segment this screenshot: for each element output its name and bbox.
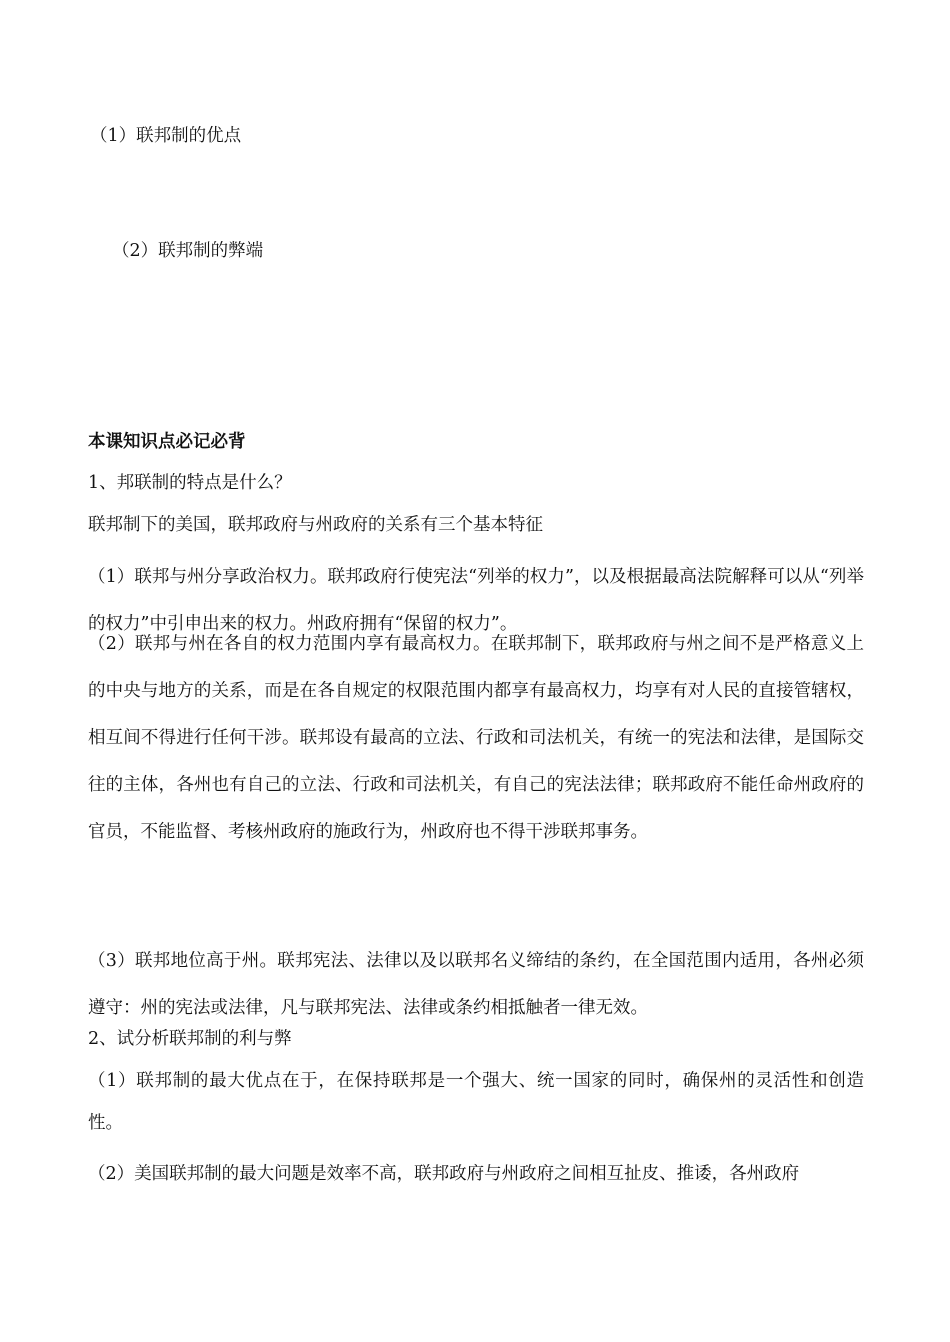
section-heading: 本课知识点必记必背	[88, 432, 246, 452]
item2-paragraph-2: （2）美国联邦制的最大问题是效率不高，联邦政府与州政府之间相互扯皮、推诿，各州政府	[88, 1164, 800, 1184]
item2-title: 2、试分析联邦制的利与弊	[88, 1029, 292, 1049]
question-advantages: （1）联邦制的优点	[90, 126, 242, 146]
item2-paragraph-1: （1）联邦制的最大优点在于，在保持联邦是一个强大、统一国家的同时，确保州的灵活性和创造性。	[88, 1071, 864, 1133]
item1-intro: 联邦制下的美国，联邦政府与州政府的关系有三个基本特征	[88, 515, 543, 535]
question-disadvantages: （2）联邦制的弊端	[112, 241, 264, 261]
item1-paragraph-3: （3）联邦地位高于州。联邦宪法、法律以及以联邦名义缔结的条约，在全国范围内适用，各州必须遵守：州的宪法或法律，凡与联邦宪法、法律或条约相抵触者一律无效。	[88, 951, 864, 1018]
item1-paragraph-1: （1）联邦与州分享政治权力。联邦政府行使宪法“列举的权力”，以及根据最高法院解释可以从“列举的权力”中引申出来的权力。州政府拥有“保留的权力”。	[88, 567, 864, 634]
item1-title: 1、邦联制的特点是什么？	[88, 473, 292, 493]
item1-paragraph-2: （2）联邦与州在各自的权力范围内享有最高权力。在联邦制下，联邦政府与州之间不是严格意义上的中央与地方的关系，而是在各自规定的权限范围内都享有最高权力，均享有对人民的直接管辖权，相互间不得进行任何干涉。联邦设有最高的立法、行政和司法机关，有统一的宪法和法律，是国际交往的主体，各州也有自己的立法、行政和司法机关，有自己的宪法法律；联邦政府不能任命州政府的官员，不能监督、考核州政府的施政行为，州政府也不得干涉联邦事务。	[88, 634, 864, 842]
